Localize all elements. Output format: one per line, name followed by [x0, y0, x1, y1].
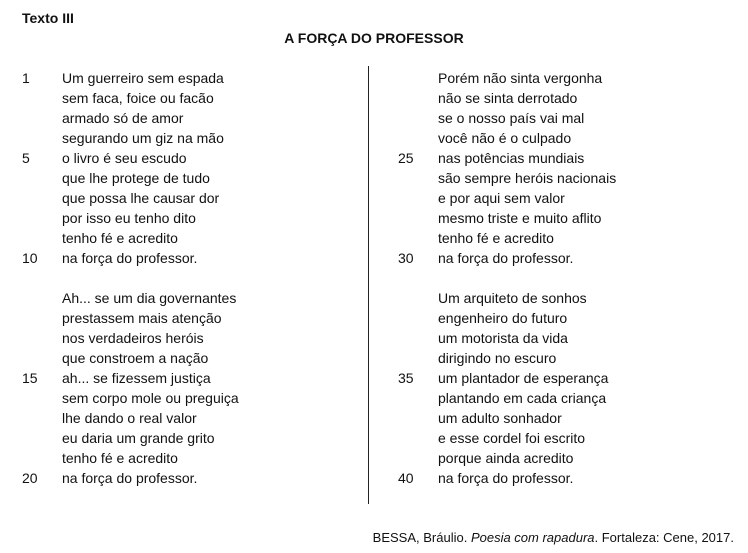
verse-text: que constroem a nação: [62, 350, 209, 366]
verse-text: o livro é seu escudo: [62, 150, 187, 166]
source-publication: . Fortaleza: Cene, 2017.: [594, 530, 734, 545]
verse-text: prestassem mais atenção: [62, 310, 222, 326]
text-label: Texto III: [22, 10, 74, 26]
line-number: 15: [22, 370, 38, 386]
verse-text: que lhe protege de tudo: [62, 170, 210, 186]
verse-text: Porém não sinta vergonha: [438, 70, 603, 86]
verse-text: que possa lhe causar dor: [62, 190, 220, 206]
verse-text: um motorista da vida: [438, 330, 568, 346]
line-number: 25: [398, 150, 414, 166]
line-number: 1: [22, 70, 30, 86]
line-number: 20: [22, 470, 38, 486]
verse-text: Ah... se um dia governantes: [62, 290, 237, 306]
column-divider: [368, 66, 369, 504]
line-number: 40: [398, 470, 414, 486]
line-number: 30: [398, 250, 414, 266]
verse-text: mesmo triste e muito aflito: [438, 210, 602, 226]
verse-text: sem faca, foice ou facão: [62, 90, 214, 106]
verse-text: um adulto sonhador: [438, 410, 562, 426]
source-work: Poesia com rapadura: [470, 530, 595, 545]
verse-text: armado só de amor: [62, 110, 184, 126]
verse-text: Um arquiteto de sonhos: [438, 290, 587, 306]
verse-text: tenho fé e acredito: [438, 230, 554, 246]
verse-text: são sempre heróis nacionais: [438, 170, 617, 186]
verse-text: na força do professor.: [438, 250, 574, 266]
verse-text: dirigindo no escuro: [438, 350, 557, 366]
verse-text: por isso eu tenho dito: [62, 210, 196, 226]
verse-text: nas potências mundiais: [438, 150, 585, 166]
line-number: 10: [22, 250, 38, 266]
verse-text: ah... se fizessem justiça: [62, 370, 211, 386]
verse-text: não se sinta derrotado: [438, 90, 578, 106]
verse-text: porque ainda acredito: [438, 450, 574, 466]
verse-text: tenho fé e acredito: [62, 450, 178, 466]
verse-text: tenho fé e acredito: [62, 230, 178, 246]
verse-text: e por aqui sem valor: [438, 190, 565, 206]
verse-text: você não é o culpado: [438, 130, 572, 146]
verse-text: eu daria um grande grito: [62, 430, 215, 446]
verse-text: sem corpo mole ou preguiça: [62, 390, 239, 406]
source-citation: [373, 530, 734, 545]
verse-text: na força do professor.: [438, 470, 574, 486]
verse-text: e esse cordel foi escrito: [438, 430, 586, 446]
verse-text: plantando em cada criança: [438, 390, 607, 406]
verse-text: se o nosso país vai mal: [438, 110, 585, 126]
verse-text: segurando um giz na mão: [62, 130, 224, 146]
verse-text: um plantador de esperança: [438, 370, 609, 386]
verse-text: nos verdadeiros heróis: [62, 330, 204, 346]
verse-text: lhe dando o real valor: [62, 410, 197, 426]
line-number: 35: [398, 370, 414, 386]
source-author: BESSA, Bráulio.: [372, 530, 471, 545]
verse-text: Um guerreiro sem espada: [62, 70, 224, 86]
verse-text: na força do professor.: [62, 250, 198, 266]
verse-text: engenheiro do futuro: [438, 310, 568, 326]
line-number: 5: [22, 150, 30, 166]
verse-text: na força do professor.: [62, 470, 198, 486]
poem-title: A FORÇA DO PROFESSOR: [284, 30, 464, 46]
